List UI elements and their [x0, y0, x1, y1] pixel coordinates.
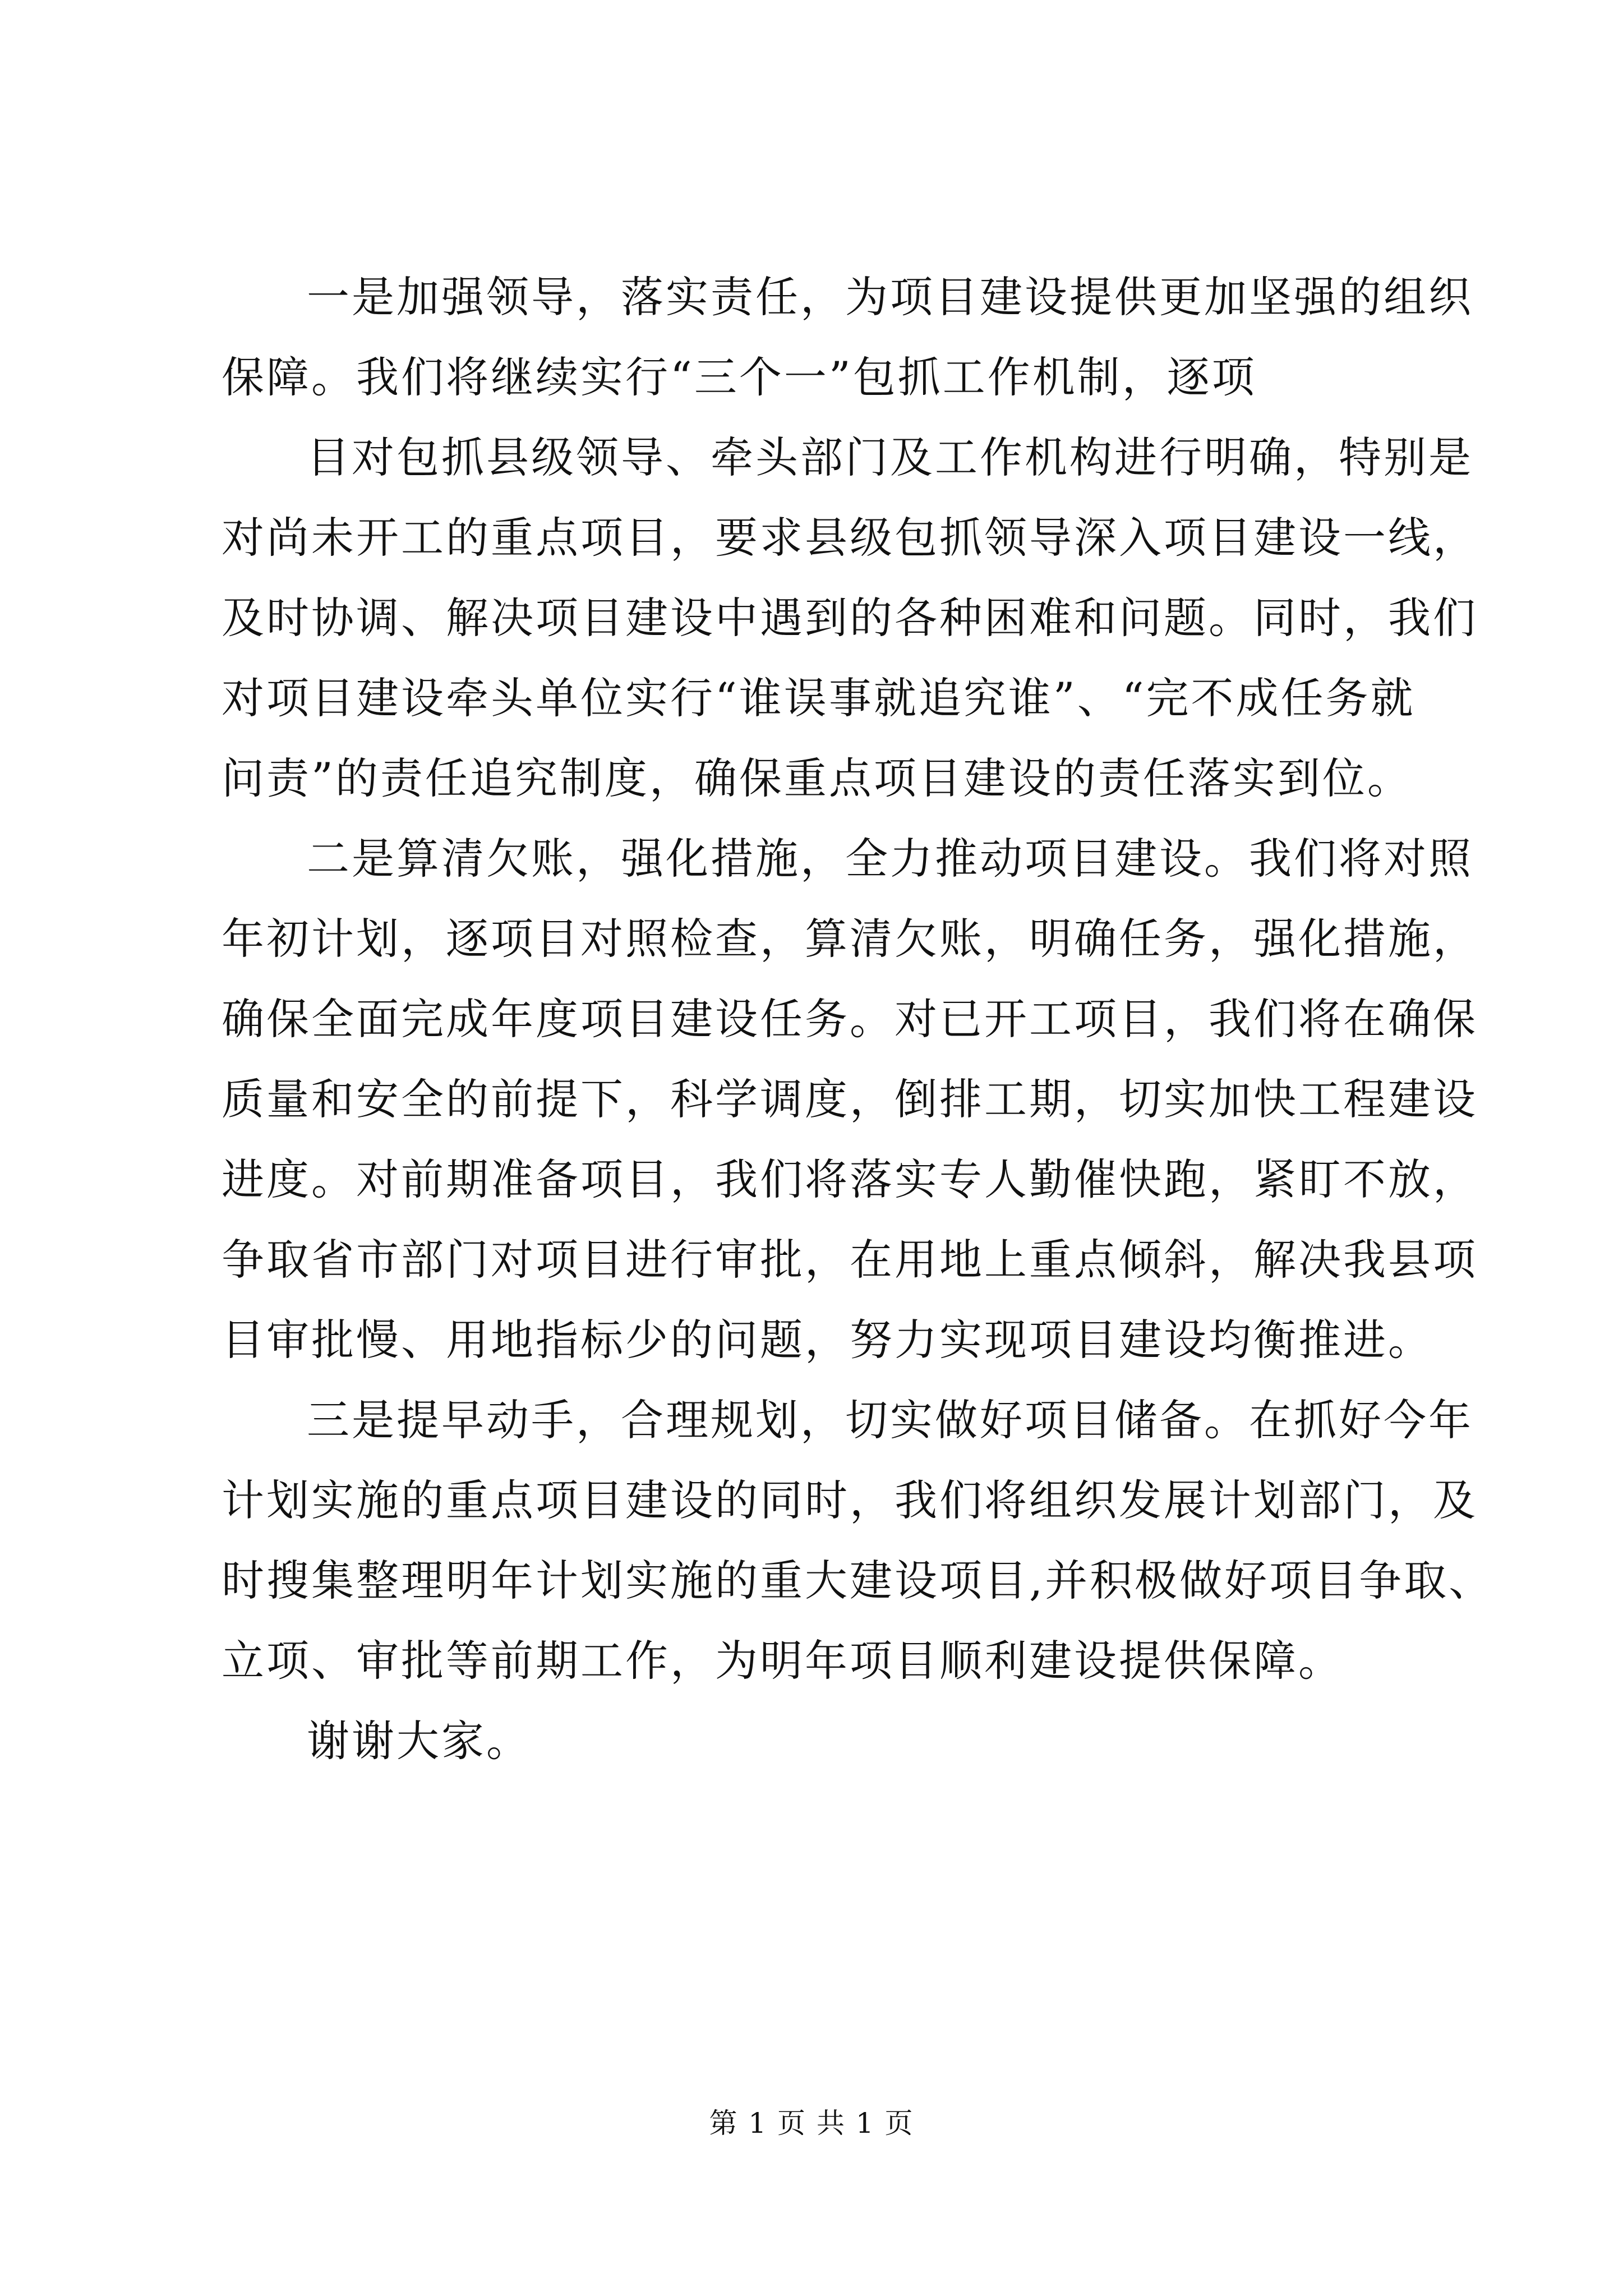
paragraph-line: 目对包抓县级领导、牵头部门及工作机构进行明确，特别是 [307, 432, 1473, 482]
paragraph-line: 对尚未开工的重点项目，要求县级包抓领导深入项目建设一线， [222, 513, 1478, 563]
paragraph-line: 一是加强领导，落实责任，为项目建设提供更加坚强的组织 [307, 272, 1473, 322]
paragraph-line: 质量和安全的前提下，科学调度，倒排工期，切实加快工程建设 [222, 1074, 1478, 1124]
paragraph-line: 保障。我们将继续实行“三个一”包抓工作机制，逐项 [222, 352, 1257, 402]
paragraph-line: 时搜集整理明年计划实施的重大建设项目,并积极做好项目争取、 [222, 1556, 1494, 1605]
paragraph-line: 立项、审批等前期工作，为明年项目顺利建设提供保障。 [222, 1636, 1343, 1686]
paragraph-line: 问责”的责任追究制度，确保重点项目建设的责任落实到位。 [222, 753, 1412, 803]
paragraph-line: 及时协调、解决项目建设中遇到的各种困难和问题。同时，我们 [222, 593, 1478, 643]
paragraph-line: 三是提早动手，合理规划，切实做好项目储备。在抓好今年 [307, 1395, 1473, 1445]
paragraph-line: 进度。对前期准备项目，我们将落实专人勤催快跑，紧盯不放， [222, 1154, 1478, 1204]
closing-line: 谢谢大家。 [307, 1716, 531, 1766]
paragraph-line: 二是算清欠账，强化措施，全力推动项目建设。我们将对照 [307, 834, 1473, 884]
paragraph-line: 目审批慢、用地指标少的问题，努力实现项目建设均衡推进。 [222, 1315, 1433, 1365]
paragraph-line: 争取省市部门对项目进行审批，在用地上重点倾斜，解决我县项 [222, 1235, 1478, 1285]
paragraph-line: 对项目建设牵头单位实行“谁误事就追究谁”、“完不成任务就 [222, 673, 1415, 723]
paragraph-line: 确保全面完成年度项目建设任务。对已开工项目，我们将在确保 [222, 994, 1478, 1044]
paragraph-line: 年初计划，逐项目对照检查，算清欠账，明确任务，强化措施， [222, 914, 1478, 964]
body-text [222, 257, 1494, 1781]
page-number-footer: 第 1 页 共 1 页 [709, 2107, 914, 2139]
paragraph-line: 计划实施的重点项目建设的同时，我们将组织发展计划部门，及 [222, 1475, 1478, 1525]
